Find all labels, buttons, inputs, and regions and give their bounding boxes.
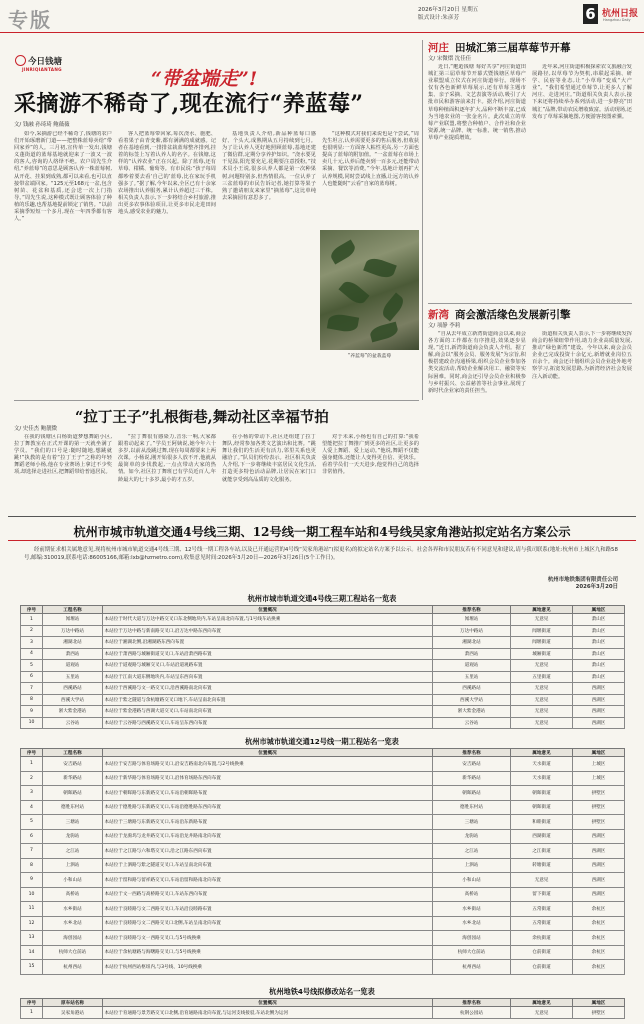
table3 <box>20 998 625 1019</box>
table-cell-col-project-name: 道观站 <box>43 660 103 672</box>
table-cell-col-recommended-name: 杭州西站 <box>433 960 511 975</box>
story3-col1: “自从去年成立新湾街道商会以来,商会各方面的工作都在有序推进,效果逐步显现。”近日,新湾街道商会负责人介绍。据了解,商会以“服务会员、服务发展”为宗旨,积极搭建政企沟通桥梁,组织会员企业参加各类交流活动,帮助企业解决用工、融资等实际困难。同时,商会还引导会员企业积极参与乡村振兴、公益慈善等社会事业,展现了新时代企业家的责任担当。 <box>428 331 526 394</box>
table-cell-col-location: 本站位于紫金港路与西湖大道交叉口,车站南北向布置 <box>103 706 433 718</box>
table-cell-col-district: 西湖区 <box>573 829 625 844</box>
table-cell-col-project-name: 萧西站 <box>43 648 103 660</box>
table-cell-col-district: 西湖区 <box>573 858 625 873</box>
table3-title: 杭州地铁4号线拟修改站名一览表 <box>269 987 375 996</box>
table-cell-col-local-opinion: 之江街道 <box>511 844 573 859</box>
story1-col2: 客人把蓝莓带回家,每次浇水、施肥、看着果子由青变紫,都有满满的成就感。记者在基地看到,一排排盆栽蓝莓整齐排列,挂着的标签上写着认养人的名字。在钱塘,这样的“认养农业”正在兴起。除了蓝莓,还有草莓、柑橘、葡萄等。有市民说:“孩子每周都吵着要去看‘自己的’蓝莓,比在家玩手机强多了。”据了解,今年以来,全区已有十余家农场推出认养服务,累计认养超过三千株。相关负责人表示,下一步将结合乡村旅游,推出更多农事体验项目,让更多市民走进田间地头,感受农业的魅力。 <box>118 131 216 216</box>
table-cell-col-location: 本站位于朝晖路与东新路交叉口,车站沿朝晖路布置 <box>103 786 433 801</box>
photo-caption: “养蓝莓”的盆栽蓝莓 <box>347 354 392 359</box>
table-cell-col-recommended-name: 之江站 <box>433 844 511 859</box>
table-header-col-recommended-name: 推荐名称 <box>433 606 511 614</box>
table-cell-col-project-name: 西溪大学站 <box>43 694 103 706</box>
story1-col4: “这种模式对我们来说也是个尝试。”周先生坦言,认养需要更多的售后服务,但收获也很明显:一方面客人粘性更高,另一方面也提高了蓝莓的附加值。“一盆蓝莓在市场上卖几十元,认养后能卖到一百多元,还能带动采摘、餐饮等消费。”今年,基地计划再扩大认养规模,同时尝试线上直播,让远方的认养人也能随时“云看”自家的蓝莓树。 <box>322 131 419 187</box>
table-cell-col-project-name: 湘湖北站 <box>43 637 103 649</box>
table-cell-col-location: 本站位于西溪路与文一路交叉口,沿西溪路南北向布置 <box>103 683 433 695</box>
table-cell-col-index: 6 <box>21 671 43 683</box>
table-cell-col-project-name: 新华路站 <box>43 771 103 786</box>
table-row <box>21 706 625 718</box>
table-cell-col-district: 余杭区 <box>573 960 625 975</box>
table-cell-col-local-opinion: 朝晖街道 <box>511 786 573 801</box>
table-cell-col-index: 8 <box>21 694 43 706</box>
table-cell-col-district: 萧山区 <box>573 614 625 626</box>
story1-byline: 文/ 钱融 孙琦琦 鲍薇薇 <box>14 122 70 128</box>
story1-col1: 如今,采摘游已经不稀奇了,钱塘的农户们开始琢磨新门道——把整株蓝莓卖给“带回家养”的人。三月初,宣传单一发出,钱塘义蓬街道的蓝莓基地就迎来了一波又一波的客人,咨询的人络绎不绝。农户周先生介绍,“养蓝莓”的意思是顾客认养一株蓝莓树,从开花、挂果到成熟,都可以来看,也可以直接带盆端回家。“125元至168元一盆,包含树苗、花盆和基质,还会送一次上门指导。”周先生说,这种模式既让顾客体验了种植的乐趣,也帮基地提前锁定了销售。“以前采摘季短短一个多月,现在一年四季都有客人。” <box>14 131 112 223</box>
table-header-col-district: 属地区 <box>573 749 625 757</box>
table-cell-col-local-opinion: 闻堰街道 <box>511 625 573 637</box>
story3-col2: 街道相关负责人表示,下一步将继续发挥商会的桥梁纽带作用,助力企业高质量发展,推动“绿色新湾”建设。今年以来,商会会员企业已完成投资十余亿元,新增就业岗位五百余个。商会还计划组织会员企业赴外地考察学习,拓宽发展思路,为新湾经济社会发展注入新动能。 <box>532 331 632 380</box>
table-cell-col-location: 本站位于良睦路与文二西路交叉口,车站沿良睦路布置 <box>103 902 433 917</box>
blueberry-photo <box>320 230 419 350</box>
table-cell-col-project-name: 杭师大仓前站 <box>43 945 103 960</box>
table-row <box>21 815 625 830</box>
table-cell-col-location: 本站位于文一西路与高桥路交叉口,车站东西向布置 <box>103 887 433 902</box>
table-cell-col-district: 上城区 <box>573 757 625 772</box>
table-row <box>21 844 625 859</box>
table-row <box>21 694 625 706</box>
table-cell-col-district: 西湖区 <box>573 873 625 888</box>
table-cell-col-index: 12 <box>21 916 43 931</box>
table-cell-col-recommended-name: 安吉路站 <box>433 757 511 772</box>
table-cell-col-district: 西湖区 <box>573 844 625 859</box>
table-header-col-local-opinion: 属地意见 <box>511 749 573 757</box>
table-cell-col-location: 本站位于上泗路与紫之隧道交叉口,车站呈南北向布置 <box>103 858 433 873</box>
table-cell-col-recommended-name: 高桥站 <box>433 887 511 902</box>
table-header-row <box>21 606 625 614</box>
table-cell-col-project-name: 水乡街站 <box>43 902 103 917</box>
table-cell-col-project-name: 闻堰站 <box>43 614 103 626</box>
story4-col1: 在我的钱塘区白杨街道梦想舞蹈小区,拉丁舞教室在正式开课的第一天就坐满了学员。“我们的口号是:随时随地,想跳就跳!”执教的是有着“拉丁王子”之称的年轻舞蹈老师小杨,他在专业赛场上拿过不少奖项,却选择走进社区,把舞蹈带给普通居民。 <box>14 434 112 476</box>
table-cell-col-location: 本站位于新华路与体育场路交叉口,沿体育场路东西向布置 <box>103 771 433 786</box>
table-cell-col-district: 西湖区 <box>573 694 625 706</box>
table-cell-col-project-name: 高桥站 <box>43 887 103 902</box>
story1-col3: 基地负责人介绍,新品种蓝莓口感好、个头大,成熟期从五月持续到七月。为了让认养人更好地照顾蓝莓,基地还建了微信群,定期分享养护知识。“浇水要见干见湿,阳光要充足,花期要注意授粉。”技术员小王说,很多认养人都是第一次种果树,问题特别多,但热情很高。一位认养了三盆蓝莓的市民告诉记者,她打算等果子熟了邀请朋友来家里“摘蓝莓”,这比单纯去采摘园有意思多了。 <box>222 131 316 201</box>
table-header-row <box>21 999 625 1007</box>
table1-title: 杭州市城市轨道交通4号线三期工程站名一览表 <box>247 594 397 603</box>
table-header-col-index: 序号 <box>21 749 43 757</box>
paper-logo-en: Hangzhou Daily <box>603 18 631 22</box>
table-cell-col-recommended-name: 德胜东村站 <box>433 800 511 815</box>
page-number: 6 <box>583 4 598 24</box>
table-cell-col-recommended-name: 五里站 <box>433 671 511 683</box>
table-cell-col-recommended-name: 海创园站 <box>433 931 511 946</box>
table-cell-col-local-opinion: 无意见 <box>511 660 573 672</box>
table-cell-col-district: 余杭区 <box>573 916 625 931</box>
table-cell-col-recommended-name: 闻堰站 <box>433 614 511 626</box>
table-header-col-district: 属地区 <box>573 999 625 1007</box>
table-cell-col-recommended-name: 杭师大仓前站 <box>433 945 511 960</box>
table-cell-col-district: 余杭区 <box>573 902 625 917</box>
table-cell-col-recommended-name: 道观站 <box>433 660 511 672</box>
table-header-col-recommended-name: 推荐名称 <box>433 749 511 757</box>
announcement-rule <box>8 540 636 541</box>
table-cell-col-index: 2 <box>21 625 43 637</box>
column-label-en: JINRIQIANTANG <box>22 67 62 72</box>
column-circle-icon <box>15 55 26 66</box>
table-cell-col-local-opinion: 朝晖街道 <box>511 800 573 815</box>
table-row <box>21 902 625 917</box>
table-cell-col-local-opinion: 和睦街道 <box>511 815 573 830</box>
date-line: 2026年3月20日 星期五 <box>418 7 479 13</box>
table-cell-col-local-opinion: 仓前街道 <box>511 945 573 960</box>
announcement-title: 杭州市城市轨道交通4号线三期、12号线一期工程车站和4号线吴家角港站拟定站名方案公示 <box>73 525 571 539</box>
table-cell-col-project-name: 上泗站 <box>43 858 103 873</box>
table-cell-col-district: 拱墅区 <box>573 800 625 815</box>
table-cell-col-recommended-name: 水乡北站 <box>433 916 511 931</box>
table-cell-col-index: 14 <box>21 945 43 960</box>
table-row <box>21 671 625 683</box>
table-cell-col-project-name: 龙驹站 <box>43 829 103 844</box>
table-cell-col-project-name: 吴家角港站 <box>43 1007 103 1019</box>
table-cell-col-index: 1 <box>21 1007 43 1019</box>
table-cell-col-index: 15 <box>21 960 43 975</box>
table-cell-col-index: 3 <box>21 786 43 801</box>
table-cell-col-recommended-name: 万达中路站 <box>433 625 511 637</box>
table-cell-col-district: 西湖区 <box>573 887 625 902</box>
table-cell-col-local-opinion: 闻堰街道 <box>511 637 573 649</box>
table-cell-col-index: 1 <box>21 757 43 772</box>
table-cell-col-local-opinion: 无意见 <box>511 694 573 706</box>
table-cell-col-location: 本站位于杭州西站枢纽内,与3号线、10号线换乘 <box>103 960 433 975</box>
table-cell-col-location: 本站位于德胜路与东新路交叉口,车站沿德胜路东西向布置 <box>103 800 433 815</box>
table-cell-col-local-opinion: 留下街道 <box>511 887 573 902</box>
table-cell-col-index: 2 <box>21 771 43 786</box>
table-header-col-district: 属地区 <box>573 606 625 614</box>
table-cell-col-local-opinion: 五里街道 <box>511 671 573 683</box>
table-cell-col-project-name: 朝晖路站 <box>43 786 103 801</box>
table-cell-col-local-opinion: 余杭街道 <box>511 931 573 946</box>
table-header-col-location: 位置概况 <box>103 749 433 757</box>
editor-line: 版式设计:朱彦芳 <box>418 15 460 21</box>
table-cell-col-location: 本站位于良睦路与文二西路交叉口北侧,车站呈南北向布置 <box>103 916 433 931</box>
table-cell-col-recommended-name: 新华路站 <box>433 771 511 786</box>
table-cell-col-recommended-name: 龙驹站 <box>433 829 511 844</box>
header-info <box>418 6 578 22</box>
table-cell-col-local-opinion: 西湖街道 <box>511 829 573 844</box>
table-cell-col-index: 8 <box>21 858 43 873</box>
table-header-col-index: 序号 <box>21 606 43 614</box>
table-row <box>21 625 625 637</box>
table-row <box>21 660 625 672</box>
table-row <box>21 614 625 626</box>
table-cell-col-project-name: 五里站 <box>43 671 103 683</box>
table-cell-col-recommended-name: 西溪路站 <box>433 683 511 695</box>
table-cell-col-local-opinion: 无意见 <box>511 614 573 626</box>
table-cell-col-district: 西湖区 <box>573 717 625 729</box>
table-cell-col-location: 本站位于湘湖北侧,沿湘湖路东西向布置 <box>103 637 433 649</box>
table-cell-col-project-name: 杭州西站 <box>43 960 103 975</box>
story4-col4: 对于未来,小杨也有自己的打算:“我希望能把拉丁舞推广到更多的社区,让更多的人爱上舞蹈、爱上运动。”他说,舞蹈不仅能强身健体,还能让人变得更自信、更快乐。看着学员们一天天进步,他觉得自己的选择非常值得。 <box>322 434 419 476</box>
table-row <box>21 1007 625 1019</box>
table-cell-col-location: 本站位于萧西路与城厢街道交叉口,车站沿萧西路布置 <box>103 648 433 660</box>
table-cell-col-location: 本站位于育通路与景芳路交叉口北侧,沿育通路南北向布置,与运河支线接驳,车站北侧为运河 <box>103 1007 433 1019</box>
table-cell-col-district: 拱墅区 <box>573 1007 625 1019</box>
table-cell-col-index: 9 <box>21 706 43 718</box>
table-cell-col-index: 13 <box>21 931 43 946</box>
story4-headline: “拉丁王子”扎根街巷,舞动社区幸福节拍 <box>75 409 329 426</box>
table-cell-col-local-opinion: 天水街道 <box>511 771 573 786</box>
table-cell-col-index: 10 <box>21 717 43 729</box>
table-cell-col-local-opinion: 无意见 <box>511 683 573 695</box>
table-cell-col-location: 本站位于安吉路与体育场路交叉口,沿安吉路南北向布置,与2号线换乘 <box>103 757 433 772</box>
table-cell-col-project-name: 西溪路站 <box>43 683 103 695</box>
table-cell-col-district: 萧山区 <box>573 660 625 672</box>
story2-col1: 近日,“邂逅钱塘 莓好共享”河庄街道田城汇第三届草莓节开幕式暨钱塘区草莓产业联盟成立仪式在河庄街道举行。现场不仅有各色新鲜草莓展示,还有草莓主题市集、亲子采摘、文艺表演等活动,吸引了大批市民和游客前来打卡。据介绍,河庄街道草莓种植面积逐年扩大,品种不断丰富,已成为当地农业的一张金名片。此次成立的草莓产业联盟,将整合种植户、合作社和企业资源,统一品牌、统一标准、统一销售,推动草莓产业提质增效。 <box>428 64 526 141</box>
table-cell-col-recommended-name: 云谷站 <box>433 717 511 729</box>
table-cell-col-index: 4 <box>21 648 43 660</box>
table-row <box>21 648 625 660</box>
story4-byline: 文/ 史佳杰 鲍靓微 <box>14 426 57 432</box>
table-cell-col-district: 余杭区 <box>573 945 625 960</box>
table2-title: 杭州市城市轨道交通12号线一期工程站名一览表 <box>245 737 399 746</box>
story-divider <box>14 400 419 401</box>
table-row <box>21 960 625 975</box>
table-row <box>21 637 625 649</box>
table-cell-col-recommended-name: 小和山站 <box>433 873 511 888</box>
table-cell-col-district: 余杭区 <box>573 931 625 946</box>
table-cell-col-index: 10 <box>21 887 43 902</box>
table-cell-col-recommended-name: 三塘站 <box>433 815 511 830</box>
table-cell-col-district: 拱墅区 <box>573 815 625 830</box>
table-cell-col-project-name: 水乡北站 <box>43 916 103 931</box>
table-cell-col-index: 11 <box>21 902 43 917</box>
column-label: 今日钱塘 <box>28 57 63 67</box>
table-cell-col-location: 本站位于余杭塘路与海曙路交叉口,与5号线换乘 <box>103 945 433 960</box>
table-cell-col-district: 萧山区 <box>573 648 625 660</box>
table-cell-col-location: 本站位于龙驹坞与龙井路交叉口,车站沿龙井路南北向布置 <box>103 829 433 844</box>
table-row <box>21 771 625 786</box>
table-cell-col-project-name: 之江站 <box>43 844 103 859</box>
story4-col2: “拉丁舞很有感染力,音乐一响,大家都跟着动起来了。”学员王阿姨说,她今年六十多岁,以前从没跳过舞,现在每周都要来上两次课。小杨说,刚开始很多人放不开,他就从最简单的步伐教起,一点点带动大家的热情。如今,社区拉丁舞班已有学员近百人,年龄最大的七十多岁,最小的才五岁。 <box>118 434 216 483</box>
table-cell-col-local-opinion: 天水街道 <box>511 757 573 772</box>
table-header-col-project-name: 原车站名称 <box>43 999 103 1007</box>
table-cell-col-district: 萧山区 <box>573 625 625 637</box>
story2-byline: 文/ 宋微熠 沈佳佳 <box>428 56 471 62</box>
table-cell-col-index: 4 <box>21 800 43 815</box>
story2-tag: 河庄 <box>428 42 449 54</box>
table-cell-col-index: 7 <box>21 683 43 695</box>
story2-headline: 田城汇第三届草莓节开幕 <box>455 42 571 54</box>
table-cell-col-location: 本站位于万达中路与新南路交叉口,沿万达中路东西向布置 <box>103 625 433 637</box>
table-row <box>21 931 625 946</box>
story3-byline: 文/ 项静 李莉 <box>428 323 461 329</box>
table-cell-col-recommended-name: 浙大紫金港站 <box>433 706 511 718</box>
table-cell-col-project-name: 德胜东村站 <box>43 800 103 815</box>
table-cell-col-index: 9 <box>21 873 43 888</box>
announcement-body: 经前期征求相关属地意见,现将杭州市城市轨道交通4号线三期、12号线一期工程各车站,以及已开通运营的4号线“吴家角港站”(拟更名)的拟定站名方案予以公示。社会各界和市民朋友若有不同意见和建议,请与我司联系(地址:杭州市上城区九和路58号,邮编:310019,联系电话:86005166,邮箱:lxb@hzmetro.com),收集意见时间:2026年3月20日—2026年3月26日(5个工作日)。 <box>24 547 618 561</box>
table-header-col-local-opinion: 属地意见 <box>511 999 573 1007</box>
signature-org: 杭州市地铁集团有限责任公司 <box>547 577 618 583</box>
table-cell-col-project-name: 万达中路站 <box>43 625 103 637</box>
table-cell-col-district: 上城区 <box>573 771 625 786</box>
table-row <box>21 786 625 801</box>
table-cell-col-local-opinion: 仓前街道 <box>511 960 573 975</box>
table1 <box>20 605 625 729</box>
story1-kicker: “带盆端走”! <box>151 68 258 90</box>
table-row <box>21 858 625 873</box>
table-cell-col-location: 本站位于紫之隧道与余杭塘路交叉口地下,车站呈南北向布置 <box>103 694 433 706</box>
table-cell-col-recommended-name: 西溪大学站 <box>433 694 511 706</box>
story2-col2: 近年来,河庄街道积极探索农文旅融合发展路径,以草莓节为契机,串联起采摘、研学、民宿等业态,让“小草莓”变成“大产业”。“我们希望通过草莓节,让更多人了解河庄、走进河庄。”街道相关负责人表示,接下来还将持续举办系列活动,进一步擦亮“田城汇”品牌,带动农民增收致富。活动现场,还发布了草莓采摘地图,方便游客按图索骥。 <box>532 64 632 120</box>
table-header-col-index: 序号 <box>21 999 43 1007</box>
table-cell-col-local-opinion: 无意见 <box>511 1007 573 1019</box>
table-cell-col-recommended-name: 上泗站 <box>433 858 511 873</box>
table-cell-col-district: 西湖区 <box>573 683 625 695</box>
table-cell-col-district: 拱墅区 <box>573 786 625 801</box>
table-row <box>21 873 625 888</box>
signature-date: 2026年3月20日 <box>575 584 618 591</box>
table2 <box>20 748 625 975</box>
table-cell-col-recommended-name: 水乡街站 <box>433 902 511 917</box>
story-divider <box>428 303 632 304</box>
table-cell-col-local-opinion: 城厢街道 <box>511 648 573 660</box>
table-cell-col-location: 本站位于云谷路与西溪路交叉口,车站呈东西向布置 <box>103 717 433 729</box>
table-cell-col-district: 西湖区 <box>573 706 625 718</box>
table-cell-col-location: 本站位于之江路与六和塔交叉口,沿之江路东西向布置 <box>103 844 433 859</box>
table-row <box>21 683 625 695</box>
table-cell-col-local-opinion: 无意见 <box>511 706 573 718</box>
table-header-row <box>21 749 625 757</box>
table-cell-col-project-name: 三塘站 <box>43 815 103 830</box>
table-cell-col-district: 萧山区 <box>573 637 625 649</box>
table-cell-col-location: 本站位于良睦路与文一西路交叉口,与5号线换乘 <box>103 931 433 946</box>
table-cell-col-recommended-name: 朝晖路站 <box>433 786 511 801</box>
table-cell-col-index: 5 <box>21 660 43 672</box>
table-cell-col-index: 6 <box>21 829 43 844</box>
section-name: 专版 <box>8 8 52 32</box>
column-divider <box>422 40 423 400</box>
table-header-col-project-name: 工程名称 <box>43 749 103 757</box>
table-cell-col-local-opinion: 转塘街道 <box>511 858 573 873</box>
table-cell-col-project-name: 小和山站 <box>43 873 103 888</box>
table-row <box>21 717 625 729</box>
table-cell-col-local-opinion: 五常街道 <box>511 916 573 931</box>
paper-logo: 杭州日报 <box>602 9 639 19</box>
story4-col3: 在小杨的带动下,社区还组建了拉丁舞队,经常参加各类文艺演出和比赛。“跳舞让我们的生活更有活力,邻里关系也更融洽了。”队员们纷纷表示。社区相关负责人介绍,下一步将继续丰富居民文化生活,打造更多特色活动品牌,让居民在家门口就能享受到高品质的文化服务。 <box>222 434 316 483</box>
table-cell-col-district: 萧山区 <box>573 671 625 683</box>
table-row <box>21 829 625 844</box>
table-cell-col-local-opinion: 无意见 <box>511 873 573 888</box>
table-row <box>21 887 625 902</box>
announcement-signature <box>468 577 618 591</box>
table-cell-col-location: 本站位于道观路与城厢交叉口,车站沿道观路布置 <box>103 660 433 672</box>
story3-headline: 商会激活缘色发展新引擎 <box>455 309 571 321</box>
table-cell-col-location: 本站位于时代大道与万达中路交叉口东北侧地块内,车站呈南北向布置,与1号线车站换乘 <box>103 614 433 626</box>
table-cell-col-index: 3 <box>21 637 43 649</box>
table-cell-col-index: 1 <box>21 614 43 626</box>
story3-tag: 新湾 <box>428 309 449 321</box>
section-divider <box>8 516 636 517</box>
table-cell-col-local-opinion: 无意见 <box>511 717 573 729</box>
table-cell-col-recommended-name: 杭钢公园站 <box>433 1007 511 1019</box>
table-cell-col-location: 本站位于留和路与留祥路交叉口,车站沿留和路南北向布置 <box>103 873 433 888</box>
table-cell-col-project-name: 海创园站 <box>43 931 103 946</box>
table-header-col-local-opinion: 属地意见 <box>511 606 573 614</box>
table-header-col-location: 位置概况 <box>103 999 433 1007</box>
table-row <box>21 800 625 815</box>
table-row <box>21 757 625 772</box>
table-cell-col-project-name: 云谷站 <box>43 717 103 729</box>
table-cell-col-index: 5 <box>21 815 43 830</box>
table-cell-col-project-name: 浙大紫金港站 <box>43 706 103 718</box>
table-cell-col-location: 本站位于三塘路与东新路交叉口,车站沿东新路布置 <box>103 815 433 830</box>
table-cell-col-project-name: 安吉路站 <box>43 757 103 772</box>
table-cell-col-recommended-name: 湘湖北站 <box>433 637 511 649</box>
table-row <box>21 945 625 960</box>
table-cell-col-recommended-name: 萧西站 <box>433 648 511 660</box>
table-header-col-recommended-name: 推荐名称 <box>433 999 511 1007</box>
story1-headline: 采摘游不稀奇了,现在流行“养蓝莓” <box>14 91 364 117</box>
table-cell-col-local-opinion: 五常街道 <box>511 902 573 917</box>
table-cell-col-index: 7 <box>21 844 43 859</box>
table-header-col-location: 位置概况 <box>103 606 433 614</box>
table-header-col-project-name: 工程名称 <box>43 606 103 614</box>
table-cell-col-location: 本站位于江南大道东侧地块内,车站呈东西向布置 <box>103 671 433 683</box>
table-row <box>21 916 625 931</box>
